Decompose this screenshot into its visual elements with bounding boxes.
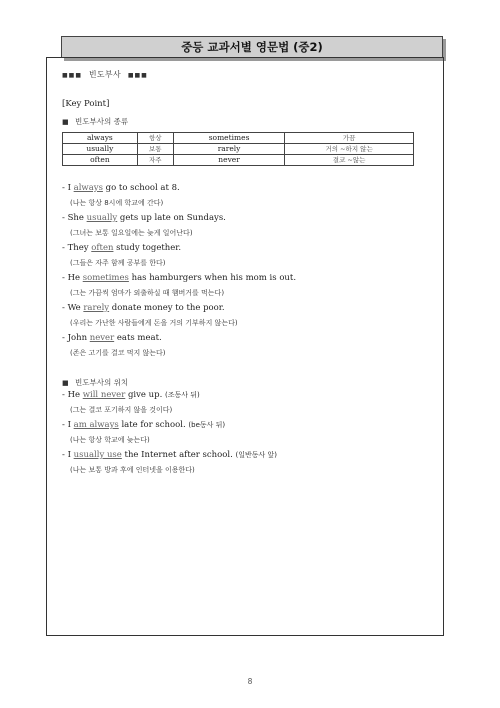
- example-prefix: - John: [62, 333, 90, 343]
- table-cell: never: [173, 155, 284, 166]
- subsection-position-title: 빈도부사의 위치: [75, 378, 129, 387]
- example-translation: (그는 가끔씩 엄마가 외출하실 때 햄버거를 먹는다): [70, 289, 225, 297]
- example-sentence: [62, 183, 180, 193]
- example-rest: give up.: [125, 390, 165, 400]
- table-cell: always: [63, 133, 138, 144]
- example-sentence: [62, 213, 226, 223]
- example-sentence: [62, 450, 277, 460]
- example-translation: (나는 항상 학교에 늦는다): [70, 436, 150, 444]
- example-translation: (나는 항상 8시에 학교에 간다): [70, 199, 164, 207]
- table-cell: rarely: [173, 144, 284, 155]
- bullet-icon: ■: [62, 118, 69, 126]
- table-cell: 결코 ~않는: [285, 155, 414, 166]
- subsection-types-title: 빈도부사의 종류: [75, 117, 129, 126]
- adverb-table: [62, 132, 414, 166]
- table-cell: 항상: [137, 133, 173, 144]
- example-rest: eats meat.: [114, 333, 162, 343]
- example-sentence: [62, 273, 296, 283]
- example-translation: (존은 고기를 결코 먹지 않는다): [70, 349, 166, 357]
- example-sentence: [62, 243, 181, 253]
- example-rest: go to school at 8.: [102, 183, 180, 193]
- subsection-types: [62, 116, 128, 127]
- page-number: 8: [247, 677, 253, 686]
- example-rest: the Internet after school.: [121, 450, 236, 460]
- key-point-label: [Key Point]: [62, 99, 110, 109]
- example-prefix: - They: [62, 243, 92, 253]
- bullet-icon: ■: [62, 379, 69, 387]
- table-cell: 자주: [137, 155, 173, 166]
- table-row: [63, 144, 414, 155]
- example-note: (조동사 뒤): [164, 391, 200, 399]
- example-adverb: usually: [86, 213, 118, 223]
- example-translation: (우리는 가난한 사람들에게 돈을 거의 기부하지 않는다): [70, 319, 238, 327]
- example-sentence: [62, 390, 200, 400]
- table-cell: 보통: [137, 144, 173, 155]
- example-adverb: always: [73, 183, 103, 193]
- example-adverb: rarely: [83, 303, 110, 313]
- example-sentence: [62, 303, 225, 313]
- example-prefix: - He: [62, 273, 83, 283]
- example-adverb: am always: [73, 420, 119, 430]
- example-rest: late for school.: [118, 420, 189, 430]
- example-translation: (그는 결코 포기하지 않을 것이다): [70, 406, 173, 414]
- subsection-position: [62, 377, 128, 388]
- example-rest: study together.: [113, 243, 182, 253]
- example-rest: gets up late on Sundays.: [117, 213, 226, 223]
- table-cell: sometimes: [173, 133, 284, 144]
- example-adverb: sometimes: [82, 273, 129, 283]
- section-marks-left: ■■■: [62, 72, 83, 79]
- example-adverb: often: [91, 243, 114, 253]
- section-marks-right: ■■■: [127, 72, 148, 79]
- table-row: [63, 133, 414, 144]
- table-cell: often: [63, 155, 138, 166]
- section-title: 빈도부사: [88, 70, 121, 79]
- page-title: 중등 교과서별 영문법 (중2): [181, 40, 323, 54]
- example-adverb: will never: [82, 390, 126, 400]
- example-sentence: [62, 420, 225, 430]
- example-prefix: - I: [62, 450, 74, 460]
- example-prefix: - We: [62, 303, 84, 313]
- table-cell: 가끔: [285, 133, 414, 144]
- example-prefix: - I: [62, 183, 74, 193]
- example-prefix: - I: [62, 420, 74, 430]
- example-rest: has hamburgers when his mom is out.: [128, 273, 297, 283]
- example-adverb: usually use: [73, 450, 122, 460]
- example-note: (일반동사 앞): [235, 451, 277, 459]
- table-cell: usually: [63, 144, 138, 155]
- section-heading: [62, 69, 148, 80]
- example-prefix: - She: [62, 213, 87, 223]
- table-row: [63, 155, 414, 166]
- example-prefix: - He: [62, 390, 83, 400]
- example-adverb: never: [89, 333, 115, 343]
- example-translation: (나는 보통 방과 후에 인터넷을 이용한다): [70, 466, 195, 474]
- table-cell: 거의 ~하지 않는: [285, 144, 414, 155]
- example-translation: (그녀는 보통 일요일에는 늦게 일어난다): [70, 229, 193, 237]
- example-rest: donate money to the poor.: [109, 303, 225, 313]
- example-translation: (그들은 자주 함께 공부를 한다): [70, 259, 166, 267]
- header-title-box: [61, 36, 443, 58]
- example-sentence: [62, 333, 162, 343]
- example-note: (be동사 뒤): [188, 421, 226, 429]
